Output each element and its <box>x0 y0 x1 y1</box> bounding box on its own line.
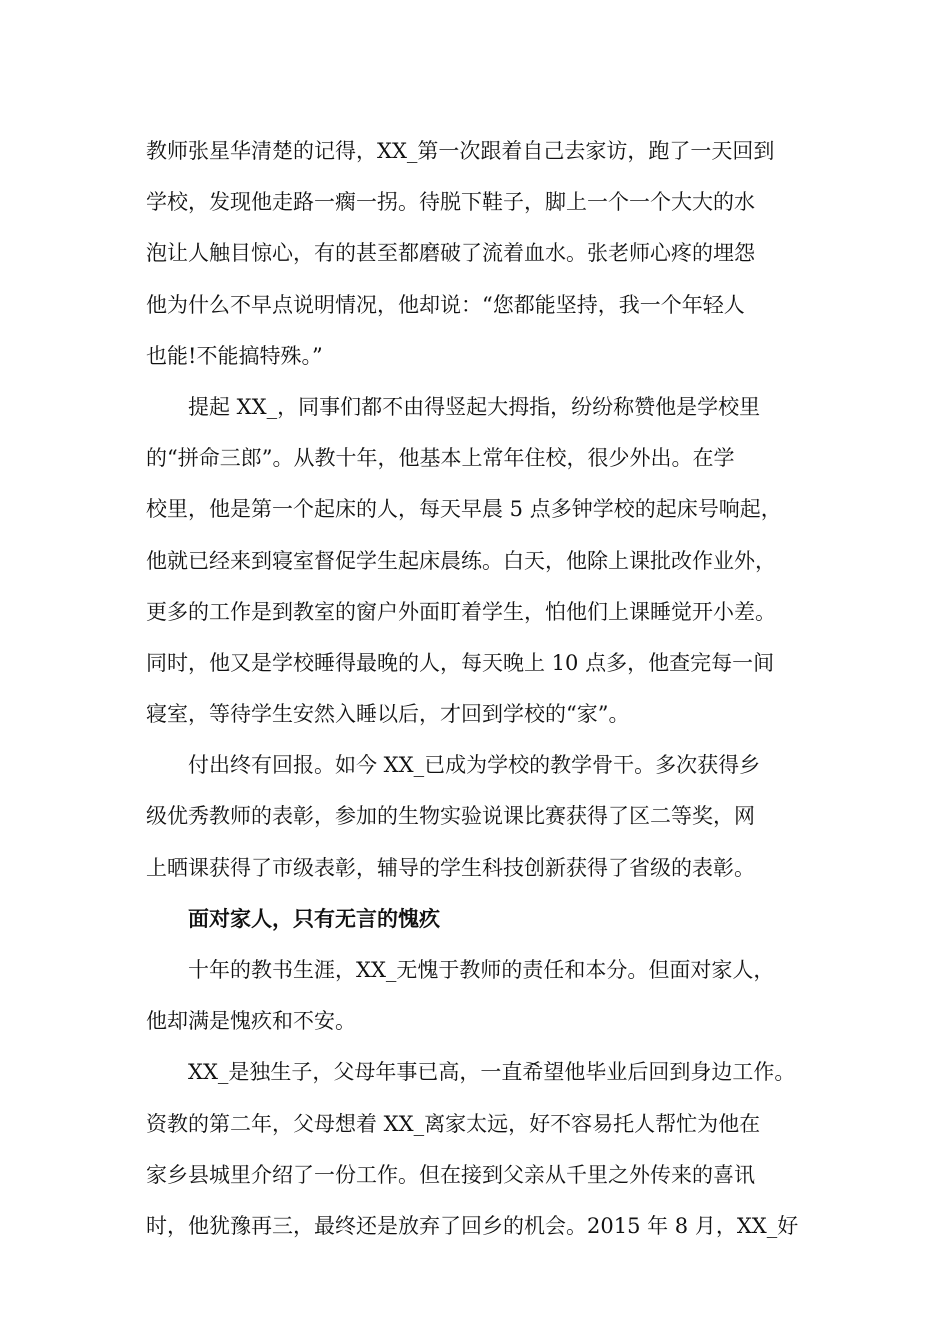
text-line: 家乡县城里介绍了一份工作。但在接到父亲从千里之外传来的喜讯 <box>146 1162 755 1187</box>
paragraph-start-line: 付出终有回报。如今 XX_已成为学校的教学骨干。多次获得乡 <box>188 753 761 778</box>
paragraph-start-line: XX_是独生子，父母年事已高，一直希望他毕业后回到身边工作。 <box>188 1060 796 1085</box>
section-heading: 面对家人，只有无言的愧疚 <box>188 906 440 931</box>
text-line: 的“拼命三郎”。从教十年，他基本上常年住校，很少外出。在学 <box>146 446 735 471</box>
text-line: 学校，发现他走路一瘸一拐。待脱下鞋子，脚上一个一个大大的水 <box>146 190 755 215</box>
text-line: 他为什么不早点说明情况，他却说：“您都能坚持，我一个年轻人 <box>146 292 745 317</box>
text-line: 同时，他又是学校睡得最晚的人，每天晚上 10 点多，他查完每一间 <box>146 650 775 675</box>
text-line: 资教的第二年，父母想着 XX_离家太远，好不容易托人帮忙为他在 <box>146 1111 761 1136</box>
text-line: 他就已经来到寝室督促学生起床晨练。白天，他除上课批改作业外， <box>146 548 776 573</box>
text-line: 泡让人触目惊心，有的甚至都磨破了流着血水。张老师心疼的埋怨 <box>146 241 755 266</box>
paragraph-start-line: 十年的教书生涯，XX_无愧于教师的责任和本分。但面对家人， <box>188 958 775 982</box>
paragraph-start-line: 提起 XX_，同事们都不由得竖起大拇指，纷纷称赞他是学校里 <box>188 394 761 419</box>
document-body <box>146 126 836 1252</box>
text-line: 他却满是愧疚和不安。 <box>146 1009 356 1034</box>
text-line: 更多的工作是到教室的窗户外面盯着学生，怕他们上课睡觉开小差。 <box>146 599 776 624</box>
text-line: 教师张星华清楚的记得，XX_第一次跟着自己去家访，跑了一天回到 <box>146 139 775 163</box>
text-line: 也能!不能搞特殊。” <box>146 343 323 368</box>
text-line: 校里，他是第一个起床的人，每天早晨 5 点多钟学校的起床号响起， <box>146 497 782 522</box>
text-line: 上晒课获得了市级表彰，辅导的学生科技创新获得了省级的表彰。 <box>146 855 755 880</box>
text-line: 时，他犹豫再三，最终还是放弃了回乡的机会。2015 年 8 月，XX_好 <box>146 1213 799 1238</box>
text-line: 级优秀教师的表彰，参加的生物实验说课比赛获得了区二等奖，网 <box>146 804 755 829</box>
text-line: 寝室，等待学生安然入睡以后，才回到学校的“家”。 <box>146 702 630 727</box>
